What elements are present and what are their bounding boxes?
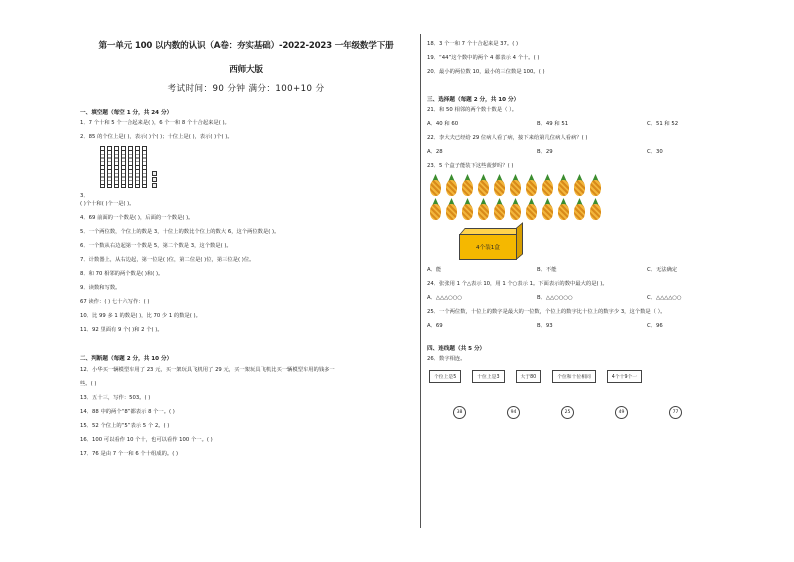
question-17: 17．76 是由 7 个一和 6 个十组成的。( )	[80, 451, 179, 457]
question-2: 2．85 的个位上是( )，表示( )个( )；十位上是( )，表示( )个( )。	[80, 134, 233, 140]
pineapple-icon	[445, 198, 458, 220]
question-13: 13．五十三，写作：503。( )	[80, 395, 151, 401]
pineapple-icon	[573, 174, 586, 196]
unit-cube	[152, 177, 157, 182]
left-column	[80, 40, 412, 458]
pineapple-icon	[589, 198, 602, 220]
question-23: 23．5 个盒子能装下这些菠萝吗？( )	[427, 163, 514, 169]
pineapple-icon	[429, 174, 442, 196]
option-a: A．40 和 60	[427, 121, 459, 127]
pineapple-icon	[541, 198, 554, 220]
question-22-options	[427, 148, 757, 156]
match-label-5: 4个十9个一	[607, 370, 642, 383]
match-label-2: 十位上是3	[472, 370, 504, 383]
option-a: A．△△△○○○	[427, 295, 463, 301]
option-b: B．29	[537, 149, 553, 155]
option-c: C．△△△△○○	[647, 295, 682, 301]
option-b: B．93	[537, 323, 553, 329]
question-3-blank: ( )个十和( )个一是( )。	[80, 201, 135, 207]
pineapple-icon	[541, 174, 554, 196]
question-3: 3．	[80, 193, 89, 199]
match-label-1: 个位上是5	[429, 370, 461, 383]
option-b: B．不能	[537, 267, 557, 273]
question-24: 24．张张用 1 个△表示 10，用 1 个○表示 1。下面表示的数中最大的是( )。	[427, 281, 608, 287]
pineapple-icon	[477, 198, 490, 220]
pineapple-icon	[493, 174, 506, 196]
pineapple-icon	[493, 198, 506, 220]
option-a: A．69	[427, 323, 443, 329]
section4-heading: 四、连线题（共 5 分）	[427, 346, 486, 352]
pineapple-icon	[589, 174, 602, 196]
ten-stick	[128, 146, 133, 188]
ten-stick	[114, 146, 119, 188]
exam-info: 考试时间：90 分钟 满分：100+10 分	[167, 84, 325, 94]
question-7: 7．计数器上，从右边起，第一位是( )位，第二位是( )位，第三位是( )位。	[80, 257, 255, 263]
ten-stick	[121, 146, 126, 188]
section3-heading: 三、选择题（每题 2 分，共 10 分）	[427, 97, 520, 103]
option-a: A．28	[427, 149, 443, 155]
pineapple-icon	[429, 198, 442, 220]
question-25: 25．一个两位数，十位上的数字是最大的一位数，个位上的数字比十位上的数字少 3，这个数是（ ）。	[427, 309, 666, 315]
match-label-4: 个位和十位相同	[552, 370, 596, 383]
section1-heading: 一、填空题（每空 1 分，共 24 分）	[80, 110, 173, 116]
option-c: C．51 和 52	[647, 121, 679, 127]
question-6: 6．一个数从右边起第一个数是 5，第二个数是 3，这个数是( )。	[80, 243, 232, 249]
question-19: 19．“44”这个数中的两个 4 都表示 4 个十。( )	[427, 55, 540, 61]
pineapple-icon	[557, 198, 570, 220]
ten-stick	[107, 146, 112, 188]
worksheet-edition: 西师大版	[229, 65, 263, 75]
match-label-3: 大于80	[516, 370, 542, 383]
box-side	[516, 222, 523, 260]
question-1: 1．7 个十和 5 个一合起来是( )，6 个一和 8 个十合起来是( )。	[80, 120, 230, 126]
question-22: 22．李大夫已经给 29 位病人看了病，接下来给第几位病人看病？( )	[427, 135, 588, 141]
match-number-1: 38	[453, 406, 466, 419]
question-8: 8．和 70 相邻的两个数是( )和( )。	[80, 271, 164, 277]
pineapple-icon	[461, 198, 474, 220]
match-number-5: 77	[669, 406, 682, 419]
question-26: 26．数字相连。	[427, 356, 466, 362]
question-21-options	[427, 120, 757, 128]
question-11: 11．92 里面有 9 个( )和 2 个( )。	[80, 327, 163, 333]
match-number-4: 49	[615, 406, 628, 419]
ten-stick	[100, 146, 105, 188]
unit-cube	[152, 171, 157, 176]
match-number-2: 94	[507, 406, 520, 419]
question-9-parts: 67 读作：( ) 七十六写作：( )	[80, 299, 150, 305]
ten-stick	[135, 146, 140, 188]
question-15: 15．52 个位上的“5”表示 5 个 2。( )	[80, 423, 170, 429]
pineapple-icon	[557, 174, 570, 196]
right-column	[427, 40, 757, 419]
pineapple-row	[429, 198, 757, 220]
question-5: 5．一个两位数，个位上的数是 3，十位上的数比个位上的数大 6，这个两位数是( )。	[80, 229, 280, 235]
option-b: B．△△○○○○	[537, 295, 573, 301]
pineapple-icon	[525, 174, 538, 196]
ten-stick	[142, 146, 147, 188]
pineapple-icon	[573, 198, 586, 220]
question-21: 21．和 50 相邻的两个数十数是（ ）。	[427, 107, 518, 113]
section2-heading: 二、判断题（每题 2 分，共 10 分）	[80, 356, 173, 362]
question-16: 16．100 可以看作 10 个十，也可以看作 100 个一。( )	[80, 437, 213, 443]
pineapple-row	[429, 174, 757, 196]
question-10: 10．比 99 多 1 的数是( )，比 70 少 1 的数是( )。	[80, 313, 201, 319]
question-20: 20．最小的两位数 10，最小的三位数是 100。( )	[427, 69, 545, 75]
option-c: C．30	[647, 149, 663, 155]
question-25-options	[427, 322, 757, 330]
question-18: 18．3 个一和 7 个十合起来是 37。( )	[427, 41, 519, 47]
option-c: C．无法确定	[647, 267, 678, 273]
pineapple-icon	[509, 174, 522, 196]
question-23-options	[427, 266, 757, 274]
unit-cubes	[152, 171, 157, 188]
pineapple-icon	[509, 198, 522, 220]
question-12-cont: 些。( )	[80, 381, 97, 387]
question-24-options	[427, 294, 757, 302]
question-9: 9．读数和写数。	[80, 285, 121, 291]
matching-labels	[429, 370, 757, 383]
question-14: 14．88 中的两个“8”都表示 8 个一。( )	[80, 409, 175, 415]
question-12: 12．小华买一辆模型车用了 23 元，买一架玩具飞机用了 29 元，买一架玩具飞机比买一辆模型车用的钱多一	[80, 367, 335, 373]
column-divider	[420, 34, 421, 528]
pineapple-icon	[477, 174, 490, 196]
pineapples-figure	[427, 174, 757, 266]
option-c: C．96	[647, 323, 663, 329]
counting-sticks-figure	[100, 146, 412, 188]
pineapple-icon	[461, 174, 474, 196]
option-b: B．49 和 51	[537, 121, 569, 127]
matching-numbers	[453, 406, 757, 419]
box-figure	[427, 224, 757, 266]
match-number-3: 25	[561, 406, 574, 419]
unit-cube	[152, 183, 157, 188]
question-4: 4．69 前面的一个数是( )，后面的一个数是( )。	[80, 215, 194, 221]
pineapple-icon	[525, 198, 538, 220]
pineapple-icon	[445, 174, 458, 196]
box-label: 4个装1盒	[459, 234, 517, 260]
worksheet-title: 第一单元 100 以内数的认识（A卷：夯实基础）-2022-2023 一年级数学下册	[98, 41, 394, 51]
option-a: A．能	[427, 267, 442, 273]
